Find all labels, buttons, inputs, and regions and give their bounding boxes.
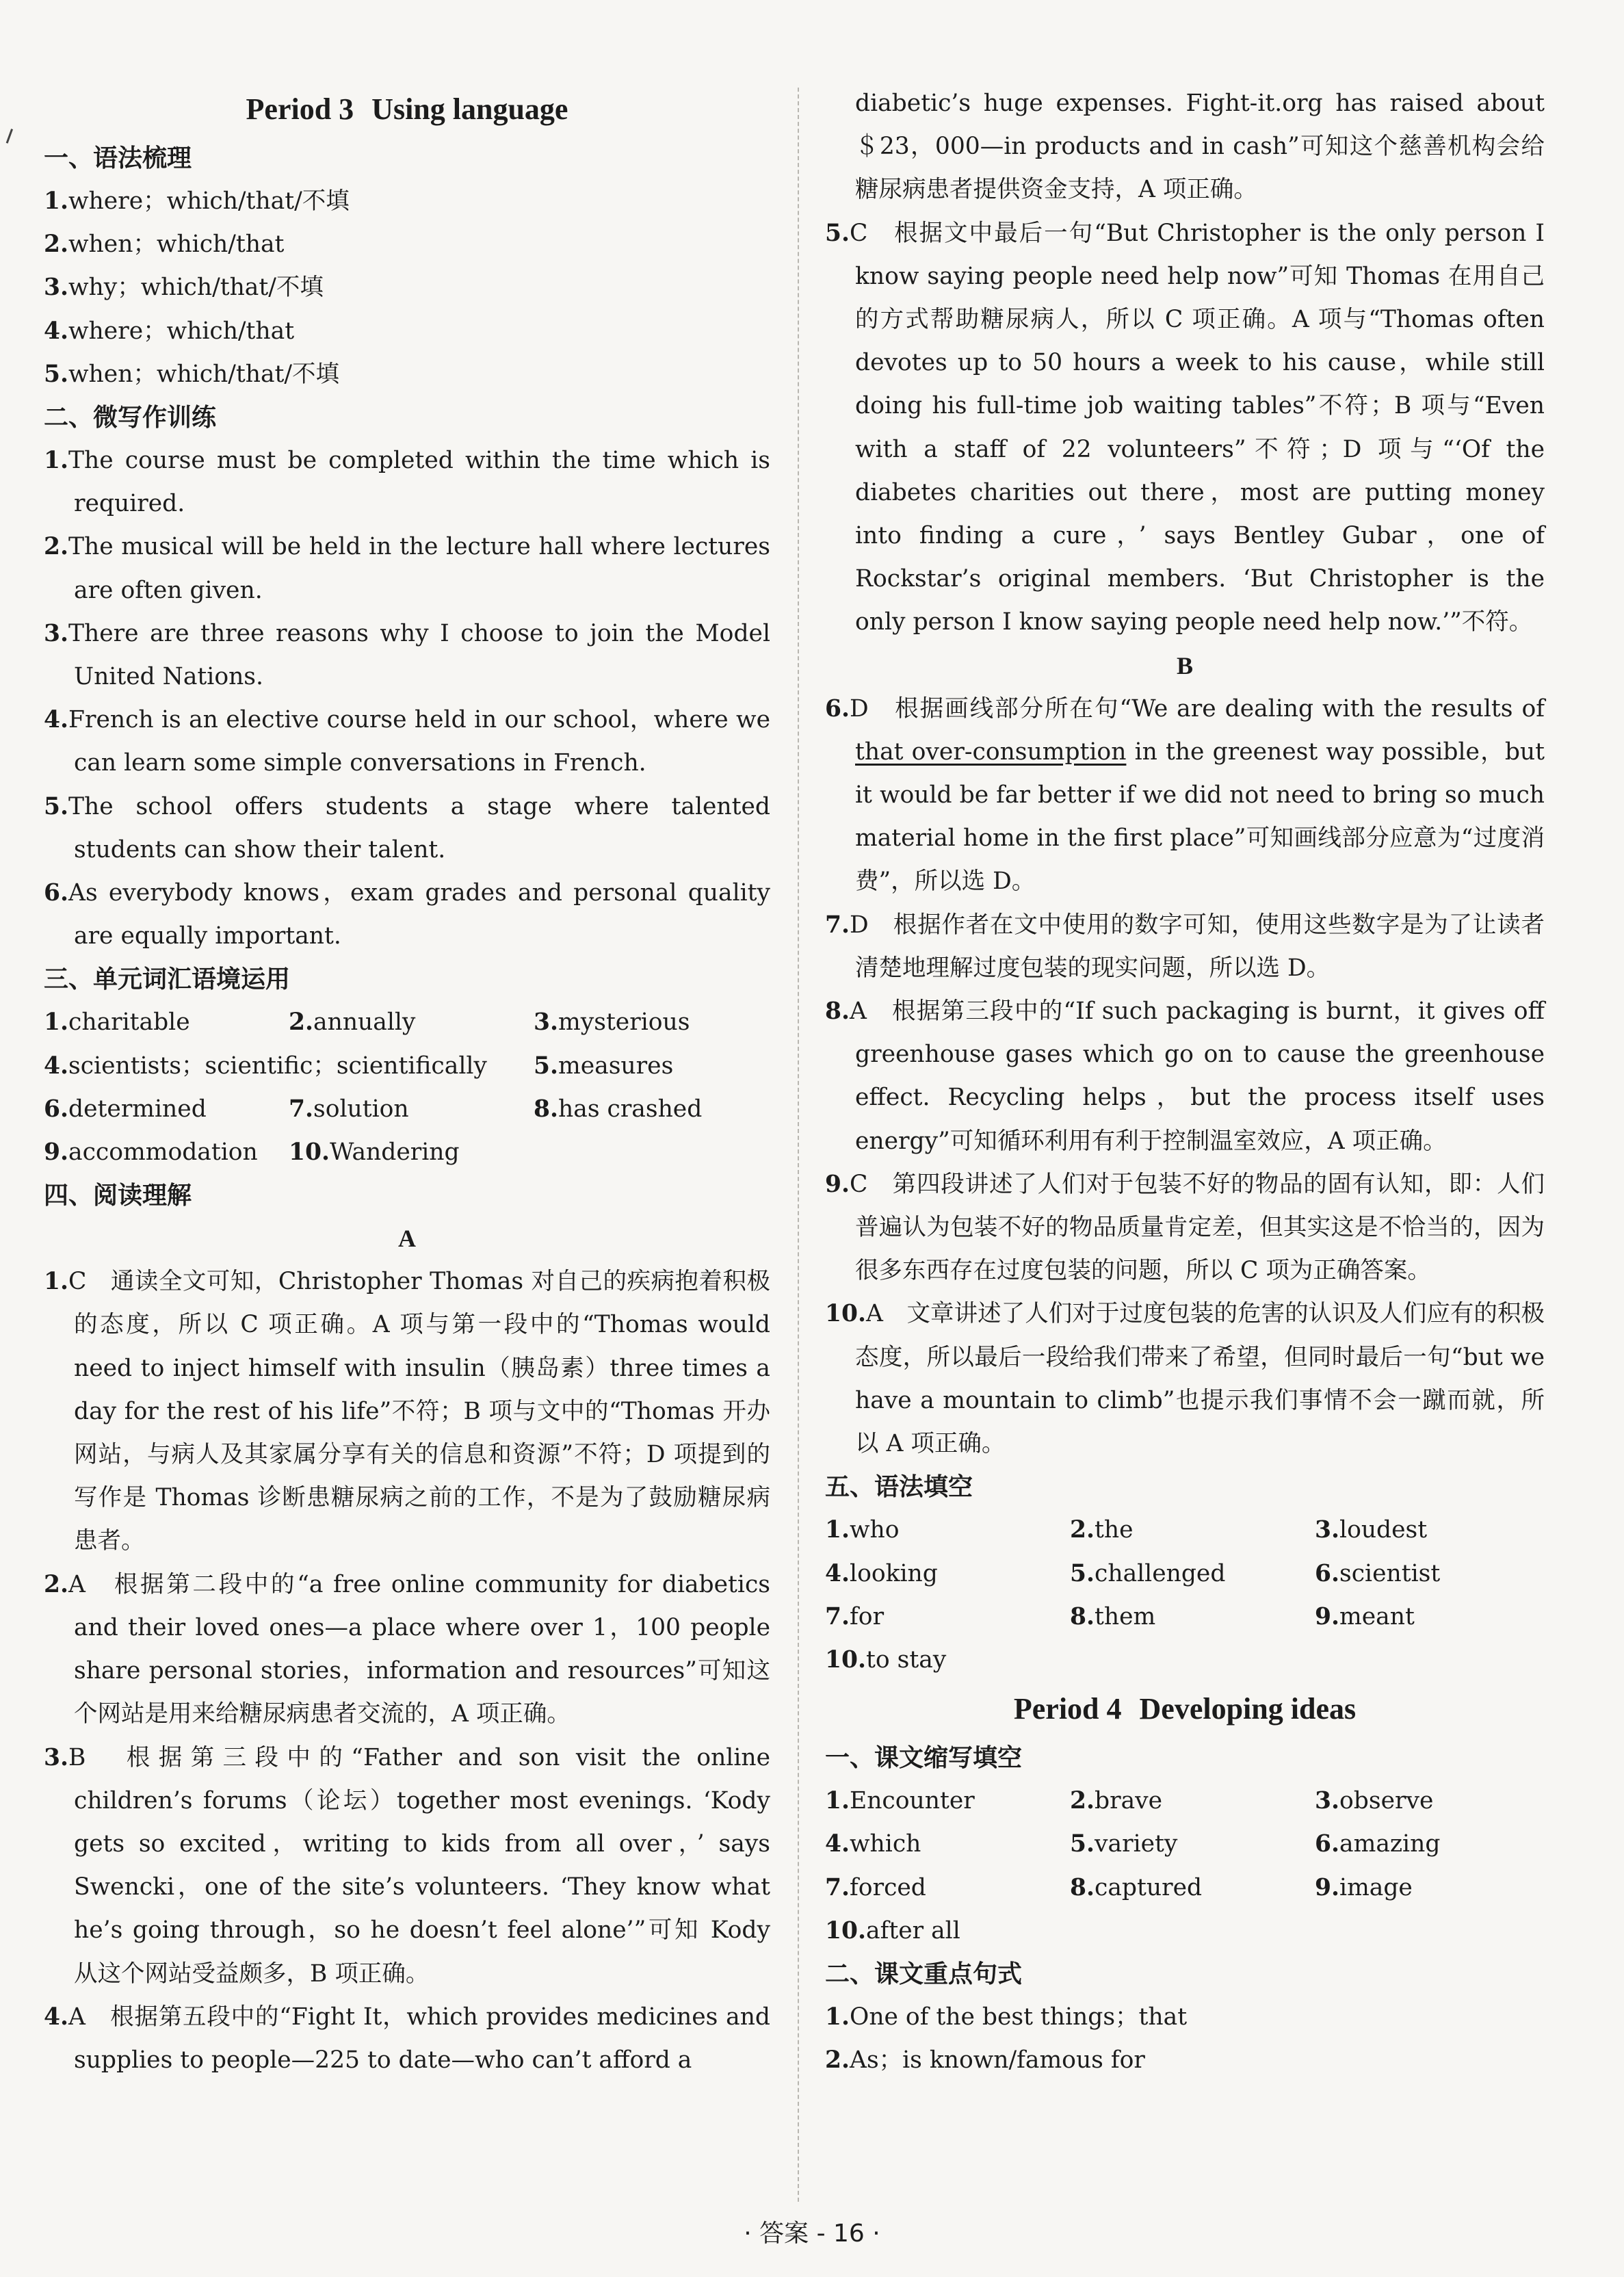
- sentence-answers: [825, 1996, 1545, 2082]
- writing-answer-4: 4.French is an elective course held in our school，where we can learn some simple conversations in French.: [44, 706, 770, 777]
- vocab-answer-1: 1.charitable: [44, 1009, 190, 1037]
- summary-answer-10: 10.after all: [825, 1916, 960, 1944]
- summary-answer-4: 4.which: [825, 1830, 921, 1858]
- cloze-answer-5: 5.challenged: [1070, 1559, 1226, 1587]
- vocab-answer-2: 2.annually: [289, 1009, 416, 1037]
- summary-answer-3: 3.observe: [1315, 1787, 1434, 1815]
- summary-answer-7: 7.forced: [825, 1873, 926, 1901]
- reading-a-answers: [44, 1260, 770, 2082]
- grammar-answer-3: 3.why；which/that/不填: [44, 274, 324, 302]
- cloze-answer-2: 2.the: [1070, 1516, 1134, 1544]
- reading-answer-8: 8.A 根据第三段中的“If such packaging is burnt，it gives off greenhouse gases which go on to cause the greenhouse effect. Recycling helps，but the process itself uses energy”可知循环利用有利于控制温室效应，A 项正确。: [825, 998, 1545, 1155]
- cloze-answer-7: 7.for: [825, 1602, 885, 1630]
- cloze-answer-3: 3.loudest: [1315, 1516, 1428, 1544]
- vocab-answer-9: 9.accommodation: [44, 1138, 258, 1167]
- cloze-answer-10: 10.to stay: [825, 1645, 947, 1674]
- reading-answer-3: 3.B 根据第三段中的“Father and son visit the online children’s forums（论坛）together most evenings. ‘Kody gets so excited，writing to kids from all over，’ says Swencki，one of the site’s volunteers. ‘They know what he’s going through，so he doesn’t feel alone’”可知 Kody 从这个网站受益颇多，B 项正确。: [44, 1743, 770, 1988]
- vocab-answer-10: 10.Wandering: [289, 1138, 460, 1167]
- vocab-answer-5: 5.measures: [534, 1052, 674, 1080]
- writing-answer-5: 5.The school offers students a stage where talented students can show their talent.: [44, 792, 770, 863]
- sentence-answer-1: 1.One of the best things；that: [825, 2003, 1188, 2031]
- section-sentences-heading: 二、课文重点句式: [825, 1960, 1023, 1988]
- cloze-answer-4: 4.looking: [825, 1559, 938, 1587]
- writing-answer-3: 3.There are three reasons why I choose to join the Model United Nations.: [44, 619, 770, 691]
- summary-answer-2: 2.brave: [1070, 1787, 1163, 1815]
- reading-answer-9: 9.C 第四段讲述了人们对于包装不好的物品的固有认知，即：人们普遍认为包装不好的物品质量肯定差，但其实这是不恰当的，因为很多东西存在过度包装的问题，所以 C 项为正确答案。: [825, 1170, 1545, 1285]
- summary-answers: [825, 1780, 1545, 1953]
- section-reading-heading: 四、阅读理解: [44, 1182, 192, 1210]
- right-column: [825, 82, 1545, 2082]
- reading-answer-1: 1.C 通读全文可知，Christopher Thomas 对自己的疾病抱着积极的态度，所以 C 项正确。A 项与第一段中的“Thomas would need to inject himself with insulin（胰岛素）three times a day for the rest of his life”不符；B 项与文中的“Thomas 开办网站，与病人及其家属分享有关的信息和资源”不符；D 项提到的写作是 Thomas 诊断患糖尿病之前的工作，不是为了鼓励糖尿病患者。: [44, 1268, 770, 1555]
- writing-answers: [44, 439, 770, 958]
- passage-a-label: A: [398, 1225, 416, 1253]
- margin-mark: [6, 129, 21, 146]
- reading-answer-4: 4.A 根据第五段中的“Fight It，which provides medicines and supplies to people—225 to date—who can’t afford a: [44, 2003, 770, 2074]
- vocab-answer-3: 3.mysterious: [534, 1009, 690, 1037]
- page-number: · 答案 - 16 ·: [744, 2220, 880, 2248]
- vocab-answer-8: 8.has crashed: [534, 1095, 703, 1123]
- summary-answer-8: 8.captured: [1070, 1873, 1203, 1901]
- summary-answer-6: 6.amazing: [1315, 1830, 1441, 1858]
- section-writing-heading: 二、微写作训练: [44, 404, 217, 432]
- cloze-answer-6: 6.scientist: [1315, 1559, 1441, 1587]
- reading-answer-10: 10.A 文章讲述了人们对于过度包装的危害的认识及人们应有的积极态度，所以最后一段给我们带来了希望，但同时最后一句“but we have a mountain to climb”也提示我们事情不会一蹴而就，所以 A 项正确。: [825, 1300, 1545, 1458]
- grammar-answers: [44, 180, 770, 396]
- writing-answer-6: 6.As everybody knows，exam grades and personal quality are equally important.: [44, 879, 770, 950]
- grammar-answer-2: 2.when；which/that: [44, 231, 285, 259]
- reading-answer-2: 2.A 根据第二段中的“a free online community for diabetics and their loved ones—a place where over 1，100 people share personal stories，information and resources”可知这个网站是用来给糖尿病患者交流的，A 项正确。: [44, 1570, 770, 1728]
- vocab-answers: [44, 1001, 770, 1174]
- reading-answer-6: 6.D 根据画线部分所在句“We are dealing with the results of that over-consumption in the greenest way possible，but it would be far better if we did not need to bring so much material home in the first place”可知画线部分应意为“过度消费”，所以选 D。: [825, 694, 1545, 896]
- section-vocab-heading: 三、单元词汇语境运用: [44, 965, 291, 994]
- reading-answer-7: 7.D 根据作者在文中使用的数字可知，使用这些数字是为了让读者清楚地理解过度包装的现实问题，所以选 D。: [825, 911, 1545, 982]
- writing-answer-1: 1.The course must be completed within the time which is required.: [44, 447, 770, 518]
- underlined-phrase: that over-consumption: [855, 738, 1127, 766]
- passage-b-label: B: [1176, 651, 1193, 679]
- column-divider: [798, 88, 799, 2202]
- period-4-title: Period 4 Developing ideas: [1013, 1692, 1357, 1726]
- grammar-answer-5: 5.when；which/that/不填: [44, 360, 340, 388]
- grammar-answer-1: 1.where；which/that/不填: [44, 187, 350, 215]
- left-column: [44, 82, 770, 2082]
- summary-answer-9: 9.image: [1315, 1873, 1413, 1901]
- cloze-answer-1: 1.who: [825, 1516, 900, 1544]
- grammar-answer-4: 4.where；which/that: [44, 317, 295, 345]
- vocab-answer-7: 7.solution: [289, 1095, 409, 1123]
- reading-answer-4-continued: diabetic’s huge expenses. Fight-it.org has raised about ＄23，000—in products and in cash”可知这个慈善机构会给糖尿病患者提供资金支持，A 项正确。: [855, 90, 1545, 204]
- section-cloze-heading: 五、语法填空: [825, 1473, 973, 1502]
- summary-answer-1: 1.Encounter: [825, 1787, 975, 1815]
- cloze-answer-8: 8.them: [1070, 1602, 1156, 1630]
- section-summary-heading: 一、课文缩写填空: [825, 1744, 1023, 1773]
- cloze-answers: [825, 1509, 1545, 1682]
- sentence-answer-2: 2.As；is known/famous for: [825, 2046, 1145, 2074]
- vocab-answer-4: 4.scientists；scientific；scientifically: [44, 1052, 487, 1080]
- section-grammar-heading: 一、语法梳理: [44, 144, 192, 172]
- period-3-title: Period 3 Using language: [246, 92, 568, 126]
- reading-answer-5: 5.C 根据文中最后一句“But Christopher is the only person I know saying people need help now”可知 Thomas 在用自己的方式帮助糖尿病人，所以 C 项正确。A 项与“Thomas often devotes up to 50 hours a week to his cause，while still doing his full-time job waiting tables”不符；B 项与“Even with a staff of 22 volunteers”不符；D 项与“‘Of the diabetes charities out there，most are putting money into finding a cure，’ says Bentley Gubar，one of Rockstar’s original members. ‘But Christopher is the only person I know saying people need help now.’”不符。: [825, 219, 1545, 636]
- summary-answer-5: 5.variety: [1070, 1830, 1178, 1858]
- cloze-answer-9: 9.meant: [1315, 1602, 1415, 1630]
- vocab-answer-6: 6.determined: [44, 1095, 207, 1123]
- writing-answer-2: 2.The musical will be held in the lecture hall where lectures are often given.: [44, 533, 770, 604]
